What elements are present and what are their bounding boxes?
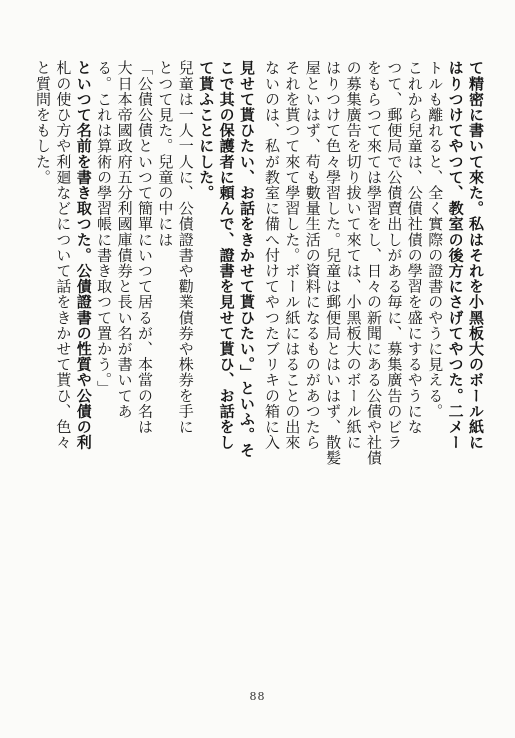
text-line: の募集廣告を切り拔いて來ては、小黑板大のボール紙に [344,60,363,450]
text-line: とつて見た。兒童の中には [156,60,175,248]
text-line: 大日本帝國政府五分利國庫債券と長い名が書いてあ [115,60,134,419]
text-line: て精密に書いて來た。私はそれを小黑板大のボール紙に [467,60,485,450]
text-line: ないのは、私が教室に備へ付けてやつたブリキの箱に入 [262,60,281,450]
right-text-column [262,60,486,660]
text-line: 札の使ひ方や利廻などについて話をきかせて貰ひ、色々 [54,60,73,450]
text-line: 「公債公債といつて簡單にいつて居るが、本當の名は [135,60,154,435]
text-line: 兒童は一人一人に、公債證書や勸業債券や株券を手に [176,60,195,435]
text-line: こで其の保護者に頼んで、證書を見せて貰ひ、お話をし [217,60,236,450]
text-line: をもらつて來ては學習をし、日々の新聞にある公債や社債 [364,60,383,466]
text-line: といつて名前を書き取つた。公債證書の性質や公債の利 [74,60,93,450]
text-line: つて、郵便局で公債賣出しがある毎に、募集廣告のビラ [385,60,404,450]
text-line: と質問をもした。 [33,60,52,185]
text-line: 見せて貰ひたい、お話をきかせて貰ひたい。」といふ。そ [238,60,256,459]
text-line: はりつけてやつて、教室の後方にさげてやつた。二メー [446,60,465,450]
left-text-column [33,60,257,660]
text-line: はりつけて色々學習した。兒童は郵便局とはいはず、散髪 [324,60,343,466]
text-line: これから兒童は、公債社債の學習を盛にするやうにな [405,60,424,435]
text-line: 屋といはず、苟も數量生活の資料になるものがあつたら [303,60,322,450]
text-line: それを貰つて來て學習した。ボール紙にはることの出來 [283,60,302,450]
page-number: 88 [249,690,266,703]
text-line: る。これは算術の學習帳に書き取つて置かう。」 [95,60,114,396]
text-line: て貰ふことにした。 [197,60,216,201]
text-line: トルも離れると、全く實際の證書のやうに見える。 [426,60,445,419]
